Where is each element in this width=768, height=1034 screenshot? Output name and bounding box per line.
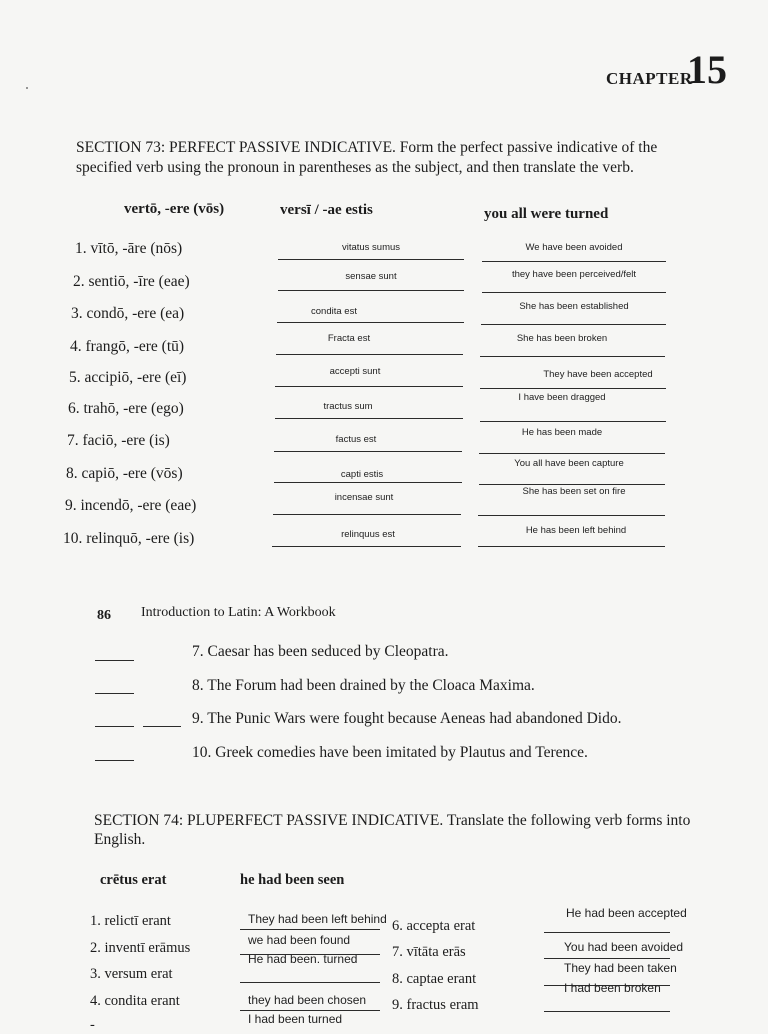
translation-answer[interactable]: You had been avoided	[564, 940, 684, 954]
answer-blank-line[interactable]	[95, 693, 134, 694]
translation-answer[interactable]: They had been taken	[564, 961, 677, 975]
translation-answer[interactable]: I had been broken	[564, 981, 661, 995]
translation-answer[interactable]: we had been found	[248, 933, 351, 947]
translation-answer[interactable]: He had been accepted	[566, 906, 687, 920]
answer-blank-line	[544, 932, 670, 933]
book-title: Introduction to Latin: A Workbook	[141, 605, 336, 620]
item-label: 5. accipiō, -ere (eī)	[69, 369, 187, 386]
verb-item: 3. versum erat	[90, 966, 173, 982]
item-label: 7. faciō, -ere (is)	[67, 432, 170, 449]
translation-answer[interactable]: I had been turned	[248, 1012, 343, 1026]
item-label: 9. incendō, -ere (eae)	[65, 497, 197, 514]
translation-blank-line	[478, 515, 665, 516]
translation-answer[interactable]: I have been dragged	[518, 392, 606, 403]
answer-blank-line[interactable]	[143, 726, 181, 727]
translation-answer[interactable]: they had been chosen	[248, 993, 367, 1007]
form-blank-line	[278, 259, 464, 260]
item-label: 10. relinquō, -ere (is)	[63, 530, 195, 547]
item-label: 1. vītō, -āre (nōs)	[75, 240, 183, 257]
form-blank-line	[274, 482, 462, 483]
translation-answer[interactable]: She has been set on fire	[522, 486, 626, 497]
verb-item-partial: -	[90, 1017, 95, 1033]
translation-blank-line	[482, 292, 666, 293]
translation-blank-line	[478, 546, 665, 547]
translation-answer[interactable]: She has been established	[519, 301, 629, 312]
form-blank-line	[276, 354, 463, 355]
form-answer[interactable]: factus est	[335, 434, 377, 445]
answer-blank-line[interactable]	[95, 726, 134, 727]
form-answer[interactable]: accepti sunt	[329, 366, 381, 377]
form-blank-line	[278, 290, 464, 291]
column-header-form: versī / -ae estis	[280, 202, 373, 218]
form-answer[interactable]: condita est	[311, 306, 357, 317]
answer-blank-line[interactable]	[95, 660, 134, 661]
translation-blank-line	[479, 484, 665, 485]
form-answer[interactable]: relinquus est	[341, 529, 395, 540]
item-label: 4. frangō, -ere (tū)	[70, 338, 185, 355]
item-label: 6. trahō, -ere (ego)	[68, 400, 184, 417]
example-latin: crētus erat	[100, 872, 167, 888]
form-blank-line	[274, 451, 462, 452]
form-blank-line	[272, 546, 461, 547]
answer-blank-line	[544, 958, 670, 959]
verb-item: 9. fractus eram	[392, 997, 479, 1013]
translation-answer[interactable]: They had been left behind	[248, 912, 387, 926]
form-blank-line	[275, 386, 463, 387]
item-label: 3. condō, -ere (ea)	[71, 305, 185, 322]
answer-blank-line	[240, 929, 380, 930]
column-header-verb: vertō, -ere (vōs)	[124, 201, 225, 217]
translation-answer[interactable]: He has been made	[521, 427, 603, 438]
verb-item: 1. relictī erant	[90, 913, 171, 929]
verb-item: 7. vītāta erās	[392, 944, 466, 960]
form-answer[interactable]: sensae sunt	[345, 271, 397, 282]
chapter-label: CHAPTER	[606, 69, 693, 88]
item-label: 8. capiō, -ere (vōs)	[66, 465, 183, 482]
translation-blank-line	[481, 324, 666, 325]
translation-answer[interactable]: they have been perceived/felt	[511, 269, 637, 280]
section74-intro-line1: SECTION 74: PLUPERFECT PASSIVE INDICATIVE. Translate the following verb forms into	[94, 812, 691, 829]
translation-answer[interactable]: He had been. turned	[248, 952, 358, 966]
translation-answer[interactable]: He has been left behind	[525, 525, 627, 536]
translation-blank-line	[480, 356, 665, 357]
verb-item: 8. captae erant	[392, 971, 477, 987]
answer-blank-line	[240, 1010, 380, 1011]
form-blank-line	[273, 514, 461, 515]
answer-blank-line	[544, 1011, 670, 1012]
answer-blank-line[interactable]	[95, 760, 134, 761]
translation-answer[interactable]: She has been broken	[516, 333, 608, 344]
form-blank-line	[277, 322, 464, 323]
form-answer[interactable]: incensae sunt	[334, 492, 394, 503]
exercise-sentence: 8. The Forum had been drained by the Cloaca Maxima.	[192, 677, 535, 694]
column-header-translation: you all were turned	[484, 206, 609, 222]
translation-answer[interactable]: They have been accepted	[543, 369, 653, 380]
form-answer[interactable]: Fracta est	[327, 333, 371, 344]
chapter-number: 15	[687, 47, 727, 92]
form-blank-line	[275, 418, 463, 419]
form-answer[interactable]: tractus sum	[323, 401, 373, 412]
verb-item: 2. inventī erāmus	[90, 940, 191, 956]
translation-blank-line	[480, 388, 666, 389]
verb-item: 6. accepta erat	[392, 918, 476, 934]
exercise-sentence: 10. Greek comedies have been imitated by Plautus and Terence.	[192, 744, 588, 761]
translation-blank-line	[480, 421, 666, 422]
verb-item: 4. condita erant	[90, 993, 180, 1009]
item-label: 2. sentiō, -īre (eae)	[73, 273, 190, 290]
exercise-sentence: 7. Caesar has been seduced by Cleopatra.	[192, 643, 449, 660]
exercise-sentence: 9. The Punic Wars were fought because Aeneas had abandoned Dido.	[192, 710, 622, 727]
speck	[26, 87, 28, 89]
translation-blank-line	[482, 261, 666, 262]
section73-intro-line1: SECTION 73: PERFECT PASSIVE INDICATIVE. Form the perfect passive indicative of the	[76, 139, 658, 156]
section74-intro-line2: English.	[94, 831, 146, 848]
section73-intro-line2: specified verb using the pronoun in parentheses as the subject, and then translate the verb.	[76, 159, 634, 176]
form-answer[interactable]: vitatus sumus	[341, 242, 401, 253]
translation-blank-line	[479, 453, 665, 454]
answer-blank-line	[240, 954, 380, 955]
page-number: 86	[97, 608, 111, 623]
translation-answer[interactable]: We have been avoided	[525, 242, 623, 253]
form-answer[interactable]: capti estis	[340, 469, 384, 480]
translation-answer[interactable]: You all have been capture	[514, 458, 624, 469]
example-english: he had been seen	[240, 872, 345, 888]
answer-blank-line	[240, 982, 380, 983]
